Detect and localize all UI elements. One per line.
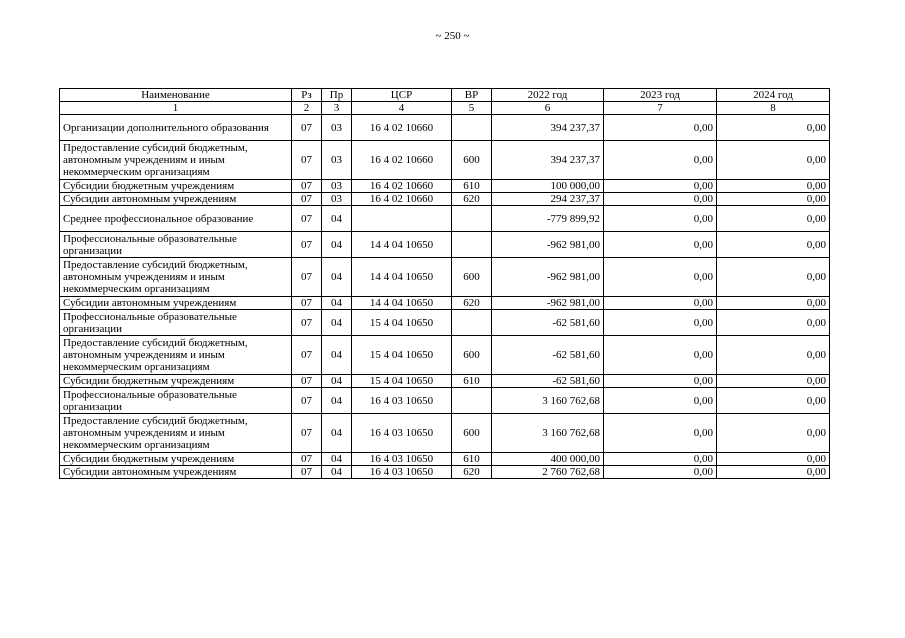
cell-csr: 14 4 04 10650: [352, 258, 452, 297]
cell-name: Профессиональные образовательные организации: [60, 388, 292, 414]
cell-name: Предоставление субсидий бюджетным, автономным учреждениям и иным некоммерческим организациям: [60, 414, 292, 453]
cell-2022: -62 581,60: [492, 336, 604, 375]
cell-pr: 04: [322, 258, 352, 297]
cell-vr: 600: [452, 336, 492, 375]
table-row: [60, 453, 830, 466]
cell-2023: 0,00: [604, 453, 717, 466]
cell-name: Субсидии автономным учреждениям: [60, 466, 292, 479]
cell-2024: 0,00: [717, 141, 830, 180]
column-number: 8: [717, 102, 830, 115]
cell-csr: [352, 206, 452, 232]
cell-2023: 0,00: [604, 388, 717, 414]
table-row: [60, 115, 830, 141]
cell-pr: 04: [322, 310, 352, 336]
column-number: 7: [604, 102, 717, 115]
header-row: [60, 89, 830, 102]
cell-2024: 0,00: [717, 310, 830, 336]
cell-name: Предоставление субсидий бюджетным, автономным учреждениям и иным некоммерческим организациям: [60, 336, 292, 375]
header-vr: ВР: [452, 89, 492, 102]
cell-2024: 0,00: [717, 258, 830, 297]
table-row: [60, 414, 830, 453]
header-2023: 2023 год: [604, 89, 717, 102]
table-row: [60, 388, 830, 414]
cell-pr: 04: [322, 297, 352, 310]
cell-vr: 620: [452, 193, 492, 206]
cell-name: Профессиональные образовательные организации: [60, 310, 292, 336]
column-number: 2: [292, 102, 322, 115]
cell-pr: 04: [322, 388, 352, 414]
cell-vr: 600: [452, 258, 492, 297]
cell-pr: 04: [322, 466, 352, 479]
cell-vr: 620: [452, 297, 492, 310]
cell-pr: 04: [322, 232, 352, 258]
cell-name: Организации дополнительного образования: [60, 115, 292, 141]
cell-rz: 07: [292, 115, 322, 141]
cell-2022: 100 000,00: [492, 180, 604, 193]
cell-pr: 03: [322, 115, 352, 141]
cell-name: Субсидии бюджетным учреждениям: [60, 180, 292, 193]
cell-rz: 07: [292, 141, 322, 180]
column-number: 5: [452, 102, 492, 115]
cell-rz: 07: [292, 388, 322, 414]
cell-name: Среднее профессиональное образование: [60, 206, 292, 232]
cell-2023: 0,00: [604, 466, 717, 479]
cell-pr: 03: [322, 141, 352, 180]
cell-rz: 07: [292, 206, 322, 232]
cell-2024: 0,00: [717, 388, 830, 414]
cell-2022: 3 160 762,68: [492, 414, 604, 453]
cell-2022: 400 000,00: [492, 453, 604, 466]
cell-2023: 0,00: [604, 180, 717, 193]
cell-csr: 14 4 04 10650: [352, 232, 452, 258]
cell-2023: 0,00: [604, 297, 717, 310]
cell-rz: 07: [292, 336, 322, 375]
cell-rz: 07: [292, 453, 322, 466]
cell-2023: 0,00: [604, 206, 717, 232]
cell-2024: 0,00: [717, 193, 830, 206]
column-number: 6: [492, 102, 604, 115]
cell-name: Предоставление субсидий бюджетным, автономным учреждениям и иным некоммерческим организациям: [60, 258, 292, 297]
cell-2023: 0,00: [604, 375, 717, 388]
cell-csr: 16 4 02 10660: [352, 193, 452, 206]
cell-rz: 07: [292, 193, 322, 206]
cell-2022: -62 581,60: [492, 310, 604, 336]
table-row: [60, 180, 830, 193]
cell-csr: 16 4 03 10650: [352, 453, 452, 466]
column-number: 4: [352, 102, 452, 115]
table-row: [60, 336, 830, 375]
cell-name: Субсидии автономным учреждениям: [60, 297, 292, 310]
header-rz: Рз: [292, 89, 322, 102]
cell-rz: 07: [292, 297, 322, 310]
cell-name: Субсидии автономным учреждениям: [60, 193, 292, 206]
table-row: [60, 310, 830, 336]
table-row: [60, 206, 830, 232]
cell-vr: 600: [452, 141, 492, 180]
cell-2022: -62 581,60: [492, 375, 604, 388]
header-csr: ЦСР: [352, 89, 452, 102]
cell-2024: 0,00: [717, 466, 830, 479]
cell-vr: 610: [452, 180, 492, 193]
cell-csr: 16 4 03 10650: [352, 466, 452, 479]
cell-2022: -962 981,00: [492, 297, 604, 310]
header-pr: Пр: [322, 89, 352, 102]
cell-pr: 03: [322, 180, 352, 193]
cell-csr: 16 4 02 10660: [352, 180, 452, 193]
cell-2024: 0,00: [717, 180, 830, 193]
cell-2024: 0,00: [717, 414, 830, 453]
cell-2022: -962 981,00: [492, 258, 604, 297]
cell-pr: 04: [322, 414, 352, 453]
cell-pr: 04: [322, 453, 352, 466]
table-row: [60, 258, 830, 297]
cell-2023: 0,00: [604, 336, 717, 375]
table-row: [60, 375, 830, 388]
cell-name: Субсидии бюджетным учреждениям: [60, 453, 292, 466]
cell-csr: 15 4 04 10650: [352, 375, 452, 388]
cell-pr: 03: [322, 193, 352, 206]
cell-2022: 3 160 762,68: [492, 388, 604, 414]
cell-rz: 07: [292, 310, 322, 336]
cell-2022: -779 899,92: [492, 206, 604, 232]
cell-vr: [452, 310, 492, 336]
cell-2024: 0,00: [717, 232, 830, 258]
cell-csr: 14 4 04 10650: [352, 297, 452, 310]
column-number: 1: [60, 102, 292, 115]
cell-2024: 0,00: [717, 206, 830, 232]
table-body: [60, 115, 830, 479]
cell-name: Субсидии бюджетным учреждениям: [60, 375, 292, 388]
cell-csr: 15 4 04 10650: [352, 310, 452, 336]
cell-vr: 610: [452, 453, 492, 466]
cell-2022: 2 760 762,68: [492, 466, 604, 479]
cell-2024: 0,00: [717, 336, 830, 375]
cell-vr: [452, 232, 492, 258]
cell-2022: -962 981,00: [492, 232, 604, 258]
cell-2023: 0,00: [604, 414, 717, 453]
cell-csr: 16 4 03 10650: [352, 388, 452, 414]
cell-vr: 600: [452, 414, 492, 453]
column-number-row: [60, 102, 830, 115]
budget-table: [59, 88, 830, 479]
cell-2024: 0,00: [717, 115, 830, 141]
column-number: 3: [322, 102, 352, 115]
cell-name: Предоставление субсидий бюджетным, автономным учреждениям и иным некоммерческим организациям: [60, 141, 292, 180]
cell-rz: 07: [292, 466, 322, 479]
cell-pr: 04: [322, 336, 352, 375]
cell-2023: 0,00: [604, 310, 717, 336]
cell-csr: 16 4 03 10650: [352, 414, 452, 453]
cell-2024: 0,00: [717, 297, 830, 310]
header-2024: 2024 год: [717, 89, 830, 102]
cell-rz: 07: [292, 375, 322, 388]
cell-rz: 07: [292, 258, 322, 297]
cell-rz: 07: [292, 414, 322, 453]
cell-csr: 16 4 02 10660: [352, 141, 452, 180]
cell-2024: 0,00: [717, 453, 830, 466]
cell-2024: 0,00: [717, 375, 830, 388]
table-row: [60, 466, 830, 479]
cell-vr: [452, 388, 492, 414]
cell-2023: 0,00: [604, 232, 717, 258]
cell-vr: [452, 115, 492, 141]
cell-2023: 0,00: [604, 258, 717, 297]
cell-pr: 04: [322, 375, 352, 388]
cell-2022: 294 237,37: [492, 193, 604, 206]
header-name: Наименование: [60, 89, 292, 102]
page-number: ~ 250 ~: [435, 30, 470, 42]
cell-pr: 04: [322, 206, 352, 232]
table-row: [60, 193, 830, 206]
table-row: [60, 297, 830, 310]
cell-csr: 16 4 02 10660: [352, 115, 452, 141]
cell-rz: 07: [292, 232, 322, 258]
cell-vr: 620: [452, 466, 492, 479]
table-row: [60, 141, 830, 180]
cell-2022: 394 237,37: [492, 141, 604, 180]
cell-name: Профессиональные образовательные организации: [60, 232, 292, 258]
cell-vr: [452, 206, 492, 232]
cell-vr: 610: [452, 375, 492, 388]
cell-2023: 0,00: [604, 115, 717, 141]
cell-csr: 15 4 04 10650: [352, 336, 452, 375]
cell-2023: 0,00: [604, 141, 717, 180]
header-2022: 2022 год: [492, 89, 604, 102]
table-row: [60, 232, 830, 258]
cell-2023: 0,00: [604, 193, 717, 206]
cell-rz: 07: [292, 180, 322, 193]
cell-2022: 394 237,37: [492, 115, 604, 141]
